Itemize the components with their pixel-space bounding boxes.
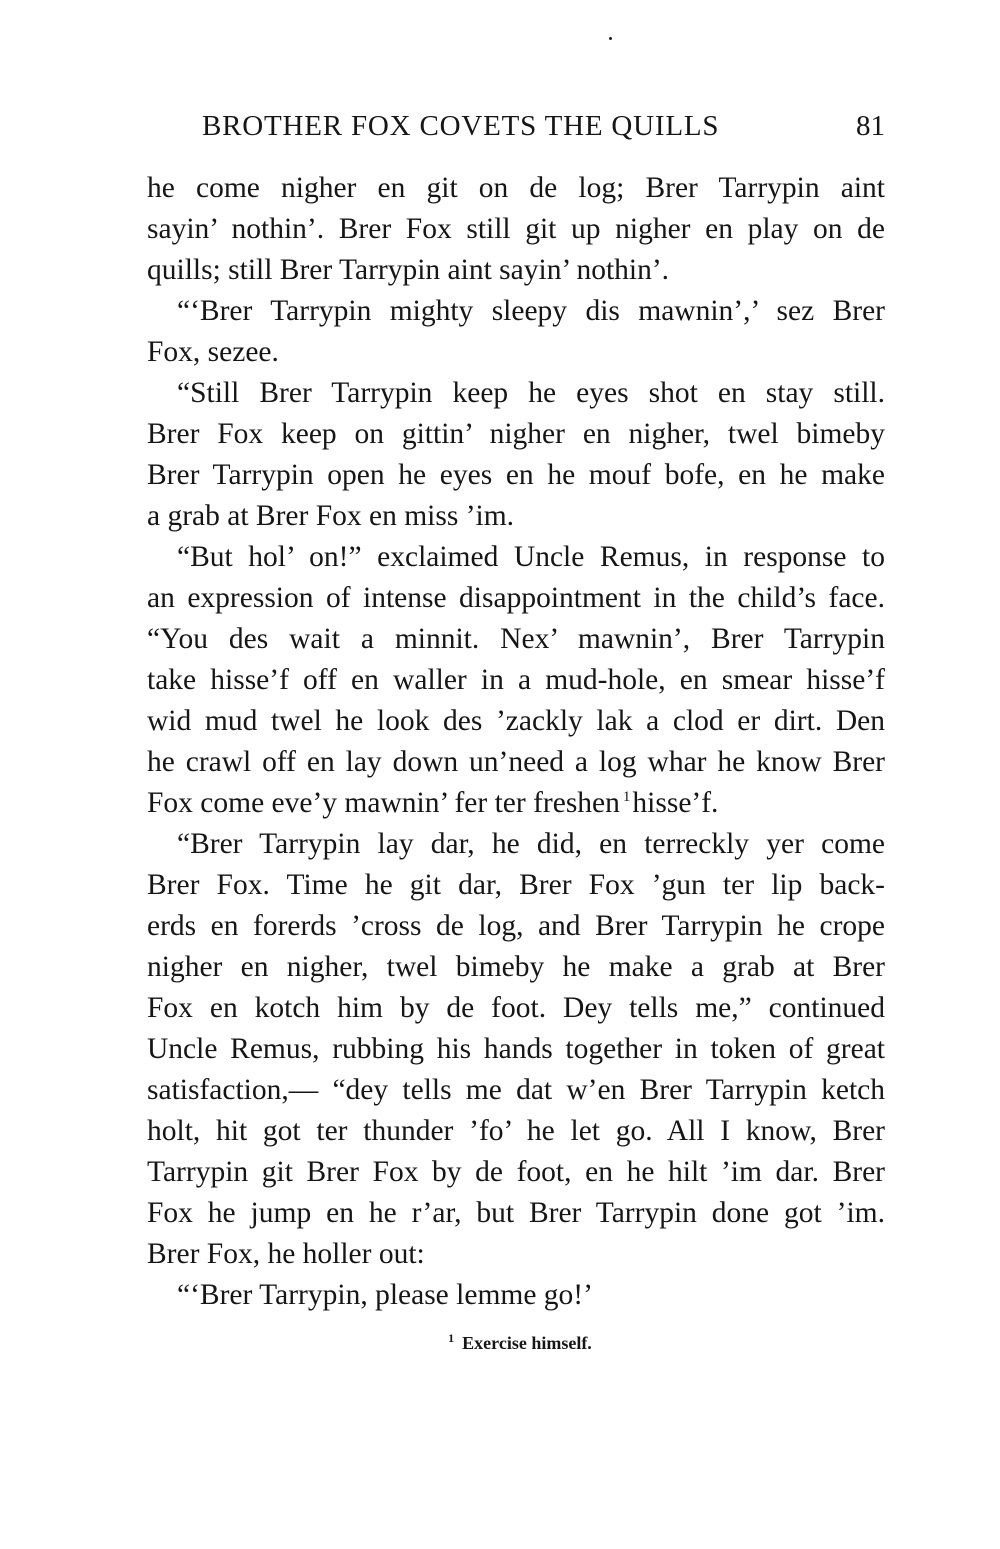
print-speck: [609, 37, 612, 40]
text-line: holt, hit got ter thunder ’fo’ he let go. All I know, Brer: [147, 1115, 885, 1147]
text-line: quills; still Brer Tarrypin aint sayin’ nothin’.: [147, 254, 670, 286]
text-line: Brer Fox, he holler out:: [147, 1238, 425, 1270]
text-line: satisfaction,— “dey tells me dat w’en Brer Tarrypin ketch: [147, 1074, 885, 1106]
footnote-mark: 1: [448, 1331, 455, 1345]
body-text: [147, 168, 885, 1316]
text-line: “Brer Tarrypin lay dar, he did, en terreckly yer come: [177, 828, 885, 860]
text-line: “But hol’ on!” exclaimed Uncle Remus, in response to: [177, 541, 885, 573]
text-line: a grab at Brer Fox en miss ’im.: [147, 500, 515, 532]
text-line: “‘Brer Tarrypin mighty sleepy dis mawnin’,’ sez Brer: [177, 295, 885, 327]
running-head: [147, 104, 885, 148]
text-line: Fox he jump en he r’ar, but Brer Tarrypin done got ’im.: [147, 1197, 885, 1229]
text-line: Brer Fox. Time he git dar, Brer Fox ’gun ter lip back-: [147, 869, 885, 901]
text-line: erds en forerds ’cross de log, and Brer Tarrypin he crope: [147, 910, 885, 942]
text-line: Brer Tarrypin open he eyes en he mouf bofe, en he make: [147, 459, 885, 491]
text-line: Fox en kotch him by de foot. Dey tells me,” continued: [147, 992, 885, 1024]
text-line-tail: hisse’f.: [632, 787, 719, 819]
footnote-reference: 1: [622, 789, 631, 805]
text-line: an expression of intense disappointment in the child’s face.: [147, 582, 885, 614]
text-line: sayin’ nothin’. Brer Fox still git up nigher en play on de: [147, 213, 885, 245]
text-line: “Still Brer Tarrypin keep he eyes shot en stay still.: [177, 377, 885, 409]
text-line-head: Fox come eve’y mawnin’ fer ter freshen: [147, 787, 620, 819]
footnote: [0, 1328, 1000, 1358]
text-line: Fox, sezee.: [147, 336, 279, 368]
page-number: 81: [856, 110, 885, 142]
text-line: Brer Fox keep on gittin’ nigher en nigher, twel bimeby: [147, 418, 885, 450]
text-line-with-footnote: [147, 783, 885, 824]
footnote-text: Exercise himself.: [462, 1333, 592, 1353]
text-line: Uncle Remus, rubbing his hands together in token of great: [147, 1033, 885, 1065]
running-title: BROTHER FOX COVETS THE QUILLS: [202, 110, 720, 142]
text-line: he crawl off en lay down un’need a log whar he know Brer: [147, 746, 885, 778]
text-line: nigher en nigher, twel bimeby he make a grab at Brer: [147, 951, 885, 983]
text-line: “‘Brer Tarrypin, please lemme go!’: [177, 1279, 593, 1311]
text-line: “You des wait a minnit. Nex’ mawnin’, Brer Tarrypin: [147, 623, 885, 655]
text-line: wid mud twel he look des ’zackly lak a clod er dirt. Den: [147, 705, 885, 737]
text-line: take hisse’f off en waller in a mud-hole, en smear hisse’f: [147, 664, 885, 696]
text-line: Tarrypin git Brer Fox by de foot, en he hilt ’im dar. Brer: [147, 1156, 885, 1188]
text-line: he come nigher en git on de log; Brer Tarrypin aint: [147, 172, 885, 204]
